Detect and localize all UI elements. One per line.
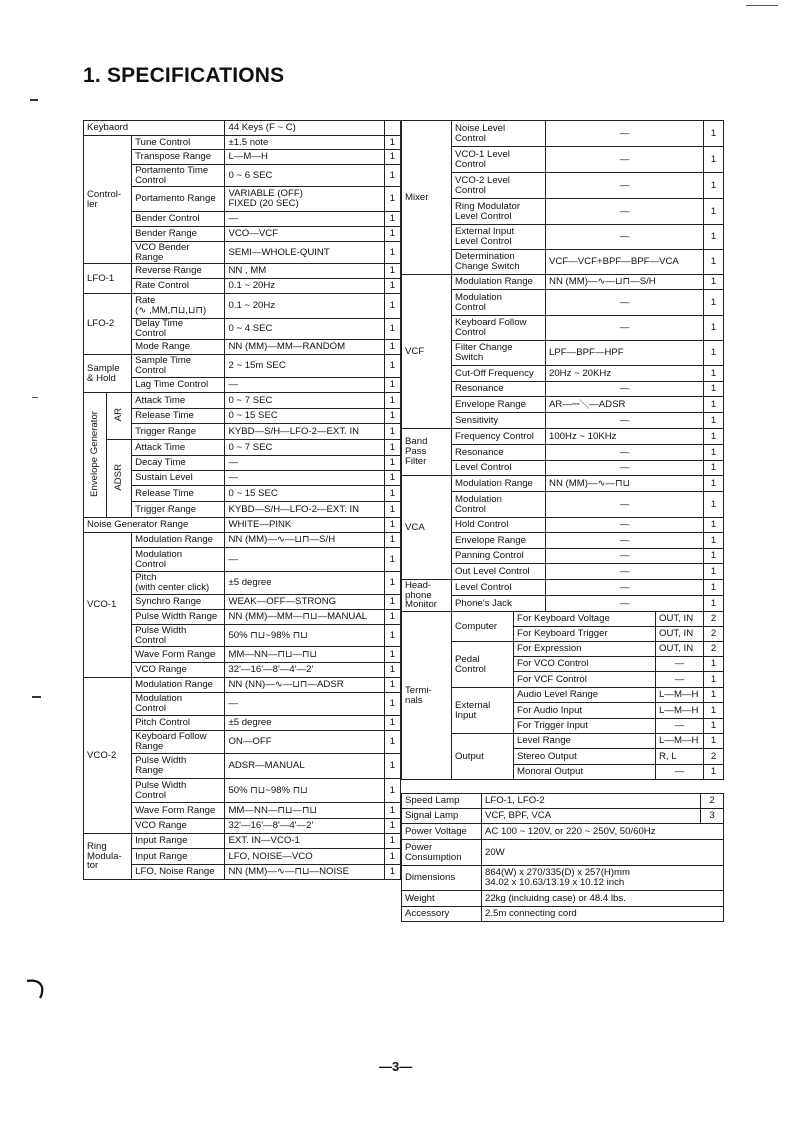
vco1-value: 32'—16'—8'—4'—2' (225, 663, 384, 678)
count-cell: 1 (384, 803, 400, 819)
general-label: Speed Lamp (402, 794, 482, 809)
count-cell: 1 (704, 445, 724, 461)
count-cell: 2 (704, 749, 724, 765)
mixer-value: — (546, 173, 704, 199)
vcf-param: Keyboard Follow Control (452, 316, 546, 341)
vcf-value: AR—⎓╲—ADSR (546, 397, 704, 413)
vco2-value: ON—OFF (225, 731, 384, 754)
sample-hold-value: — (225, 378, 384, 393)
band-pass-filter-value: — (546, 461, 704, 476)
vco1-param: Synchro Range (132, 595, 225, 610)
general-value: 864(W) x 270/335(D) x 257(H)mm 34.02 x 10.63/13.19 x 10.12 inch (482, 866, 724, 891)
count-cell: 1 (704, 275, 724, 290)
mixer-param: Determination Change Switch (452, 250, 546, 275)
count-cell: 2 (704, 642, 724, 657)
vco1-param: VCO Range (132, 663, 225, 678)
lfo1-value: 0.1 ~ 20Hz (225, 279, 384, 294)
scan-mark (32, 397, 38, 398)
envelope-ar-value: KYBD—S/H—LFO-2—EXT. IN (225, 424, 384, 440)
envelope-adsr-label: ADSR (107, 440, 132, 518)
vco2-param: Pulse Width Control (132, 779, 225, 803)
count-cell: 1 (384, 716, 400, 731)
vco1-value: ΝΝ (ΜΜ)—ΜΜ—⊓⊔—MANUAL (225, 610, 384, 625)
keyboard-value: 44 Keys (F ~ C) (225, 121, 384, 136)
count-cell: 1 (384, 754, 400, 779)
vco1-param: Modulation Control (132, 548, 225, 572)
general-value: VCF, BPF, VCA (482, 809, 701, 824)
envelope-adsr-value: 0 ~ 7 SEC (225, 440, 384, 456)
count-cell: 2 (701, 794, 724, 809)
scan-mark (746, 5, 778, 6)
count-cell: 1 (384, 319, 400, 340)
count-cell: 1 (384, 242, 400, 264)
sample-hold-group-label: Sample & Hold (84, 355, 132, 393)
count-cell: 1 (384, 165, 400, 187)
headphone-monitor-group-label: Head- phone Monitor (402, 580, 452, 612)
terminal-pedal-param: For VCF Control (514, 672, 656, 688)
scan-mark (30, 99, 38, 101)
count-cell: 1 (384, 849, 400, 865)
vco1-param: Pulse Width Range (132, 610, 225, 625)
vco2-value: ΜΜ—ΝΝ—⊓⊔—⊓⊔ (225, 803, 384, 819)
headphone-monitor-value: — (546, 580, 704, 596)
count-cell: 1 (384, 779, 400, 803)
controller-value: VARIABLE (OFF) FIXED (20 SEC) (225, 187, 384, 212)
count-cell: 1 (384, 279, 400, 294)
envelope-adsr-param: Release Time (132, 486, 225, 502)
count-cell: 1 (384, 355, 400, 378)
ring-modulator-value: EXT. IN—VCO-1 (225, 834, 384, 849)
count-cell: 1 (704, 564, 724, 580)
general-label: Power Consumption (402, 840, 482, 866)
terminal-computer-param: For Keyboard Voltage (514, 612, 656, 627)
noise-generator-label: Noise Generator Range (84, 518, 225, 533)
vca-value: — (546, 564, 704, 580)
count-cell: 1 (704, 461, 724, 476)
vco2-param: Modulation Control (132, 693, 225, 716)
terminal-external-label: External Input (452, 688, 514, 734)
controller-param: Portamento Range (132, 187, 225, 212)
general-value: 20W (482, 840, 724, 866)
count-cell: 1 (704, 580, 724, 596)
envelope-adsr-value: 0 ~ 15 SEC (225, 486, 384, 502)
count-cell: 1 (384, 548, 400, 572)
count-cell: 1 (384, 264, 400, 279)
envelope-adsr-param: Sustain Level (132, 471, 225, 486)
ring-modulator-param: Input Range (132, 834, 225, 849)
terminal-computer-param: For Keyboard Trigger (514, 627, 656, 642)
scan-mark (32, 696, 41, 698)
count-cell: 1 (704, 121, 724, 147)
count-cell: 1 (384, 424, 400, 440)
vcf-value: — (546, 290, 704, 316)
count-cell: 1 (384, 663, 400, 678)
lfo2-value: ΝΝ (ΜΜ)—ΜΜ—RANDOM (225, 340, 384, 355)
vcf-value: LPF—BPF—HPF (546, 341, 704, 366)
mixer-param: Noise Level Control (452, 121, 546, 147)
vcf-param: Resonance (452, 382, 546, 397)
scan-mark (24, 978, 48, 1002)
vco1-value: ΜΜ—ΝΝ—⊓⊔—⊓⊔ (225, 647, 384, 663)
vcf-param: Modulation Range (452, 275, 546, 290)
count-cell: 1 (704, 533, 724, 549)
vco2-value: — (225, 693, 384, 716)
ring-modulator-value: LFO, NOISE—VCO (225, 849, 384, 865)
count-cell: 1 (384, 693, 400, 716)
vcf-param: Filter Change Switch (452, 341, 546, 366)
count-cell: 1 (704, 290, 724, 316)
controller-group-label: Control- ler (84, 136, 132, 264)
terminal-computer-value: OUT, IN (656, 612, 704, 627)
vco1-param: Pulse Width Control (132, 625, 225, 647)
controller-param: Transpose Range (132, 150, 225, 165)
count-cell: 1 (704, 765, 724, 780)
count-cell: 1 (704, 719, 724, 734)
lfo2-value: 0.1 ~ 20Hz (225, 294, 384, 319)
mixer-group-label: Mixer (402, 121, 452, 275)
lfo2-param: Rate (∿ ,ΜΜ,⊓⊔,⊔⊓) (132, 294, 225, 319)
vcf-value: ΝΝ (ΜΜ)—∿—⊔⊓—S/H (546, 275, 704, 290)
count-cell: 1 (704, 688, 724, 703)
vcf-param: Sensitivity (452, 413, 546, 429)
count-cell: 1 (384, 340, 400, 355)
vco1-value: ΝΝ (ΜΜ)—∿—⊔⊓—S/H (225, 533, 384, 548)
mixer-value: — (546, 147, 704, 173)
count-cell: 1 (704, 657, 724, 672)
terminal-output-value: L—M—H (656, 734, 704, 749)
vcf-param: Cut-Off Frequency (452, 366, 546, 382)
general-value: 2.5m connecting cord (482, 907, 724, 922)
vcf-value: — (546, 316, 704, 341)
count-cell: 1 (384, 572, 400, 595)
ring-modulator-param: Input Range (132, 849, 225, 865)
count-cell: 1 (384, 227, 400, 242)
spec-table-general (401, 793, 724, 922)
terminal-external-value: L—M—H (656, 688, 704, 703)
lfo1-group-label: LFO-1 (84, 264, 132, 294)
count-cell: 1 (704, 397, 724, 413)
count-cell: 1 (704, 492, 724, 518)
mixer-param: Ring Modulator Level Control (452, 199, 546, 225)
count-cell: 1 (384, 610, 400, 625)
general-label: Weight (402, 891, 482, 907)
lfo1-value: ΝΝ , ΜΜ (225, 264, 384, 279)
lfo1-param: Reverse Range (132, 264, 225, 279)
count-cell: 3 (701, 809, 724, 824)
mixer-value: VCF—VCF+BPF—BPF—VCA (546, 250, 704, 275)
vco2-param: VCO Range (132, 819, 225, 834)
vco1-param: Modulation Range (132, 533, 225, 548)
envelope-adsr-param: Attack Time (132, 440, 225, 456)
band-pass-filter-param: Frequency Control (452, 429, 546, 445)
vca-param: Out Level Control (452, 564, 546, 580)
count-cell: 1 (384, 187, 400, 212)
controller-param: VCO Bender Range (132, 242, 225, 264)
band-pass-filter-value: — (546, 445, 704, 461)
count-cell: 1 (704, 476, 724, 492)
count-cell: 1 (384, 647, 400, 663)
general-label: Power Voltage (402, 824, 482, 840)
vco1-group-label: VCO-1 (84, 533, 132, 678)
count-cell: 1 (704, 382, 724, 397)
envelope-ar-param: Release Time (132, 409, 225, 424)
count-cell: 1 (384, 378, 400, 393)
vcf-value: — (546, 413, 704, 429)
vcf-param: Modulation Control (452, 290, 546, 316)
ring-modulator-group-label: Ring Modula- tor (84, 834, 132, 880)
headphone-monitor-param: Phone's Jack (452, 596, 546, 612)
general-label: Dimensions (402, 866, 482, 891)
mixer-value: — (546, 225, 704, 250)
band-pass-filter-group-label: Band Pass Filter (402, 429, 452, 476)
count-cell: 1 (704, 672, 724, 688)
vca-group-label: VCA (402, 476, 452, 580)
headphone-monitor-value: — (546, 596, 704, 612)
lfo2-group-label: LFO-2 (84, 294, 132, 355)
count-cell: 1 (704, 596, 724, 612)
count-cell: 1 (704, 316, 724, 341)
band-pass-filter-value: 100Hz ~ 10KHz (546, 429, 704, 445)
vca-param: Hold Control (452, 518, 546, 533)
vco2-value: 32'—16'—8'—4'—2' (225, 819, 384, 834)
sample-hold-value: 2 ~ 15m SEC (225, 355, 384, 378)
controller-param: Tune Control (132, 136, 225, 150)
count-cell: 1 (384, 865, 400, 880)
vco2-value: 50% ⊓⊔~98% ⊓⊔ (225, 779, 384, 803)
vca-value: ΝΝ (ΜΜ)—∿—⊓⊔ (546, 476, 704, 492)
vca-param: Envelope Range (452, 533, 546, 549)
envelope-ar-param: Attack Time (132, 393, 225, 409)
controller-value: SEMI—WHOLE-QUINT (225, 242, 384, 264)
count-cell (384, 121, 400, 136)
page-number: —3— (379, 1059, 413, 1074)
count-cell: 1 (384, 731, 400, 754)
terminal-output-param: Monoral Output (514, 765, 656, 780)
page-title: 1. SPECIFICATIONS (83, 64, 285, 87)
vca-param: Modulation Range (452, 476, 546, 492)
vco2-group-label: VCO-2 (84, 678, 132, 834)
count-cell: 1 (384, 409, 400, 424)
vco1-value: WEAK—OFF—STRONG (225, 595, 384, 610)
envelope-ar-param: Trigger Range (132, 424, 225, 440)
terminal-pedal-value: — (656, 657, 704, 672)
count-cell: 1 (384, 595, 400, 610)
envelope-generator-label: Envelope Generator (84, 393, 107, 518)
count-cell: 1 (704, 173, 724, 199)
band-pass-filter-param: Level Control (452, 461, 546, 476)
envelope-adsr-value: — (225, 471, 384, 486)
count-cell: 1 (384, 625, 400, 647)
count-cell: 1 (384, 440, 400, 456)
envelope-ar-value: 0 ~ 7 SEC (225, 393, 384, 409)
vco2-param: Modulation Range (132, 678, 225, 693)
count-cell: 1 (384, 502, 400, 518)
sample-hold-param: Lag Time Control (132, 378, 225, 393)
spec-table-right (401, 120, 724, 780)
controller-value: ±1.5 note (225, 136, 384, 150)
vco2-param: Wave Form Range (132, 803, 225, 819)
envelope-adsr-value: KYBD—S/H—LFO-2—EXT. IN (225, 502, 384, 518)
count-cell: 1 (384, 150, 400, 165)
mixer-value: — (546, 199, 704, 225)
envelope-adsr-param: Trigger Range (132, 502, 225, 518)
vco2-value: ±5 degree (225, 716, 384, 731)
count-cell: 1 (384, 136, 400, 150)
count-cell: 1 (704, 250, 724, 275)
terminal-external-param: Audio Level Range (514, 688, 656, 703)
envelope-adsr-value: — (225, 456, 384, 471)
count-cell: 2 (704, 627, 724, 642)
ring-modulator-param: LFO, Noise Range (132, 865, 225, 880)
terminal-output-value: — (656, 765, 704, 780)
count-cell: 1 (704, 341, 724, 366)
vco1-param: Pitch (with center click) (132, 572, 225, 595)
terminal-output-label: Output (452, 734, 514, 780)
vcf-group-label: VCF (402, 275, 452, 429)
envelope-adsr-param: Decay Time (132, 456, 225, 471)
count-cell: 1 (384, 486, 400, 502)
count-cell: 1 (384, 471, 400, 486)
count-cell: 1 (384, 294, 400, 319)
terminal-external-param: For Trigger Input (514, 719, 656, 734)
terminal-pedal-value: — (656, 672, 704, 688)
lfo2-value: 0 ~ 4 SEC (225, 319, 384, 340)
lfo1-param: Rate Control (132, 279, 225, 294)
count-cell: 1 (384, 518, 400, 533)
noise-generator-value: WHITE—PINK (225, 518, 384, 533)
mixer-value: — (546, 121, 704, 147)
mixer-param: External Input Level Control (452, 225, 546, 250)
count-cell: 1 (384, 212, 400, 227)
count-cell: 1 (384, 834, 400, 849)
terminal-pedal-value: OUT, IN (656, 642, 704, 657)
controller-param: Portamento Time Control (132, 165, 225, 187)
terminal-external-param: For Audio Input (514, 703, 656, 719)
vca-value: — (546, 533, 704, 549)
count-cell: 1 (704, 518, 724, 533)
count-cell: 1 (704, 199, 724, 225)
count-cell: 1 (704, 734, 724, 749)
count-cell: 1 (384, 456, 400, 471)
terminal-output-value: R, L (656, 749, 704, 765)
vco1-value: — (225, 548, 384, 572)
general-value: AC 100 ~ 120V, or 220 ~ 250V, 50/60Hz (482, 824, 724, 840)
general-label: Signal Lamp (402, 809, 482, 824)
general-value: LFO-1, LFO-2 (482, 794, 701, 809)
spec-table-left (83, 120, 401, 880)
ring-modulator-value: ΝΝ (ΜΜ)—∿—⊓⊔—NOISE (225, 865, 384, 880)
envelope-ar-label: AR (107, 393, 132, 440)
vco1-value: 50% ⊓⊔~98% ⊓⊔ (225, 625, 384, 647)
terminal-pedal-param: For Expression (514, 642, 656, 657)
count-cell: 1 (704, 429, 724, 445)
count-cell: 2 (704, 612, 724, 627)
terminals-group-label: Termi- nals (402, 612, 452, 780)
mixer-param: VCO-2 Level Control (452, 173, 546, 199)
count-cell: 1 (704, 703, 724, 719)
terminal-computer-value: OUT, IN (656, 627, 704, 642)
controller-value: 0 ~ 6 SEC (225, 165, 384, 187)
terminal-pedal-param: For VCO Control (514, 657, 656, 672)
vco1-value: ±5 degree (225, 572, 384, 595)
headphone-monitor-param: Level Control (452, 580, 546, 596)
count-cell: 1 (704, 413, 724, 429)
controller-value: — (225, 212, 384, 227)
sample-hold-param: Sample Time Control (132, 355, 225, 378)
terminal-computer-label: Computer (452, 612, 514, 642)
terminal-external-value: L—M—H (656, 703, 704, 719)
count-cell: 1 (384, 533, 400, 548)
count-cell: 1 (704, 549, 724, 564)
vcf-param: Envelope Range (452, 397, 546, 413)
count-cell: 1 (704, 225, 724, 250)
count-cell: 1 (384, 678, 400, 693)
controller-value: L—M—H (225, 150, 384, 165)
terminal-output-param: Level Range (514, 734, 656, 749)
controller-value: VCO—VCF (225, 227, 384, 242)
lfo2-param: Mode Range (132, 340, 225, 355)
vco1-param: Wave Form Range (132, 647, 225, 663)
vca-param: Panning Control (452, 549, 546, 564)
keyboard-label: Keybaord (84, 121, 225, 136)
terminal-output-param: Stereo Output (514, 749, 656, 765)
envelope-ar-value: 0 ~ 15 SEC (225, 409, 384, 424)
terminal-pedal-label: Pedal Control (452, 642, 514, 688)
count-cell: 1 (704, 147, 724, 173)
general-value: 22kg (incluidng case) or 48.4 lbs. (482, 891, 724, 907)
controller-param: Bender Control (132, 212, 225, 227)
vco2-param: Pitch Control (132, 716, 225, 731)
count-cell: 1 (704, 366, 724, 382)
vcf-value: 20Hz ~ 20KHz (546, 366, 704, 382)
terminal-external-value: — (656, 719, 704, 734)
vco2-param: Pulse Width Range (132, 754, 225, 779)
vco2-param: Keyboard Follow Range (132, 731, 225, 754)
band-pass-filter-param: Resonance (452, 445, 546, 461)
general-label: Accessory (402, 907, 482, 922)
vca-value: — (546, 518, 704, 533)
mixer-param: VCO-1 Level Control (452, 147, 546, 173)
vco2-value: ΝΝ (ΝΝ)—∿—⊔⊓—ADSR (225, 678, 384, 693)
vca-value: — (546, 549, 704, 564)
vca-param: Modulation Control (452, 492, 546, 518)
vca-value: — (546, 492, 704, 518)
lfo2-param: Delay Time Control (132, 319, 225, 340)
vco2-value: ADSR—MANUAL (225, 754, 384, 779)
vcf-value: — (546, 382, 704, 397)
count-cell: 1 (384, 819, 400, 834)
count-cell: 1 (384, 393, 400, 409)
controller-param: Bender Range (132, 227, 225, 242)
